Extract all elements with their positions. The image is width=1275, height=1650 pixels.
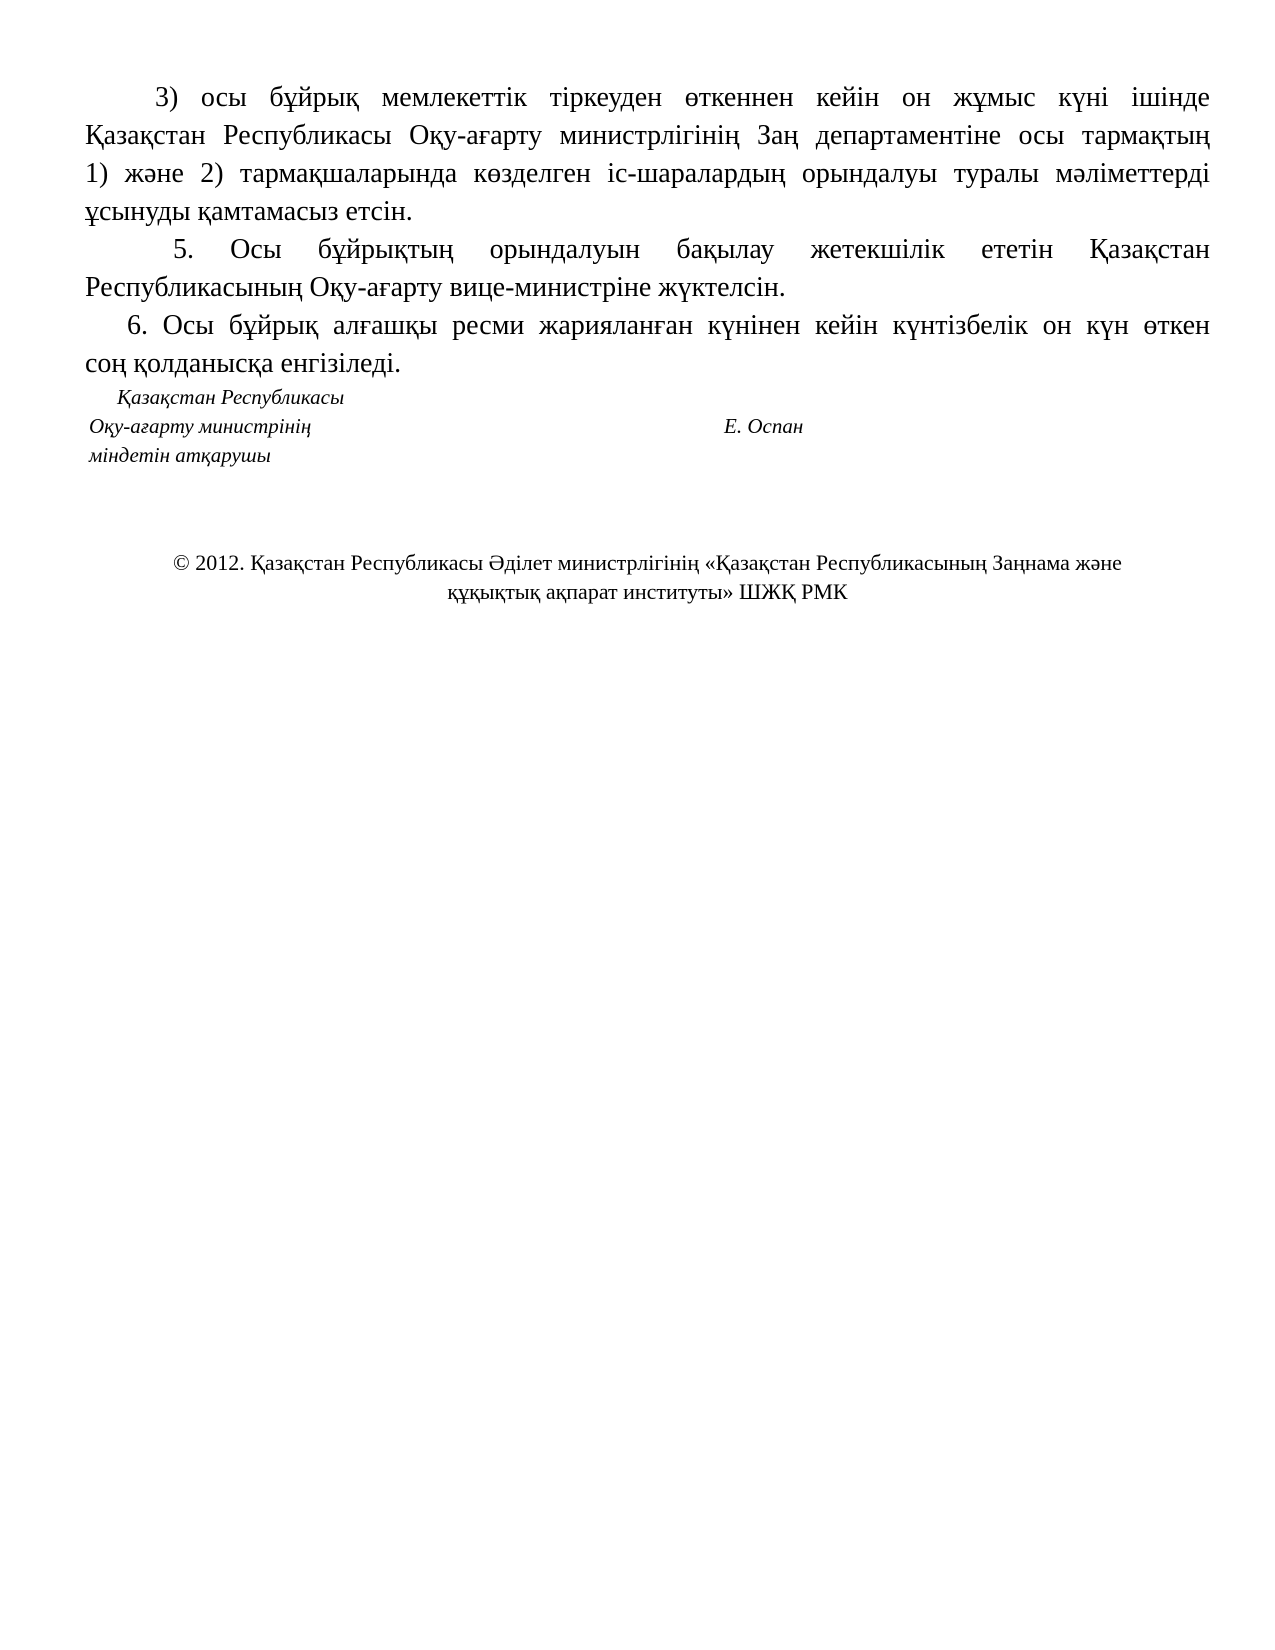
paragraph-3-line-4: ұсынуды қамтамасыз етсін. <box>85 196 413 227</box>
paragraph-3-line-2: Қазақстан Республикасы Оқу-ағарту министрлігінің Заң департаментіне осы тармақтың <box>85 120 1210 151</box>
paragraph-5-line-1: 5. Осы бұйрықтың орындалуын бақылау жетекшілік ететін Қазақстан <box>173 234 1210 265</box>
paragraph-6-line-1: 6. Осы бұйрық алғашқы ресми жарияланған күнінен кейін күнтізбелік он күн өткен <box>127 310 1210 341</box>
paragraph-3 <box>85 79 1210 231</box>
signature-title-line-2-text: Оқу-ағарту министрінің <box>89 414 312 438</box>
paragraph-5-line-2: Республикасының Оқу-ағарту вице-министріне жүктелсін. <box>85 272 786 303</box>
paragraph-6 <box>85 307 1210 383</box>
signature-title-line-1: Қазақстан Республикасы <box>117 385 345 409</box>
document-content <box>85 79 1210 606</box>
signature-title-line-3: міндетін атқарушы <box>89 443 271 467</box>
copyright-footer <box>85 548 1210 606</box>
paragraph-6-line-2: соң қолданысқа енгізіледі. <box>85 348 402 379</box>
paragraph-5 <box>85 231 1210 307</box>
copyright-line-1: © 2012. Қазақстан Республикасы Әділет министрлігінің «Қазақстан Республикасының Заңнама және <box>173 550 1122 575</box>
paragraph-3-line-1: 3) осы бұйрық мемлекеттік тіркеуден өткеннен кейін он жұмыс күні ішінде <box>155 82 1210 113</box>
copyright-line-2: құқықтық ақпарат институты» ШЖҚ РМК <box>447 579 848 604</box>
paragraph-3-line-3: 1) және 2) тармақшаларында көзделген іс-шаралардың орындалуы туралы мәліметтерді <box>85 158 1210 189</box>
signature-title-line-2 <box>85 412 1210 441</box>
signature-block <box>85 383 1210 470</box>
signatory-name: Е. Оспан <box>724 414 804 438</box>
